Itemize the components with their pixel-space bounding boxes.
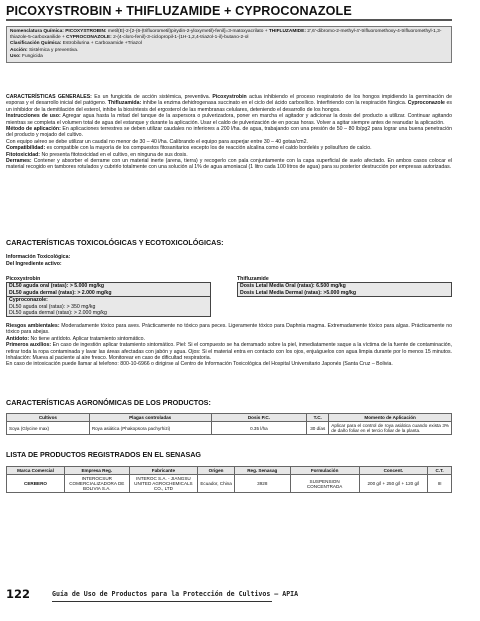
picoxystrobin-oral: DL50 aguda oral (ratas): > 5.000 mg/kg xyxy=(9,283,104,290)
picoxystrobin-dermal: DL50 aguda dermal (ratas): > 2.000 mg/kg xyxy=(9,289,112,296)
dosis-cell: 0.35 l/ha xyxy=(211,422,307,435)
reg-senasag-cell: 3928 xyxy=(234,475,290,493)
chemical-info-box xyxy=(6,26,452,63)
col-plagas: Plagas controladas xyxy=(89,414,211,422)
cyproconazole-tox-heading: Cyproconazole: xyxy=(9,297,48,304)
cyproconazole-oral: DL50 aguda oral (ratas): > 350 mg/kg xyxy=(9,303,96,310)
cyproconazole-text: es un inhibidor de la demitilación del esterol, inhibe la biosíntesis del ergosterol de las membranas celulares, deteniendo el desarrollo de los hongos. xyxy=(6,100,452,113)
general-text: Es un fungicida de acción sistémica, preventiva. xyxy=(94,94,211,100)
general-characteristics xyxy=(6,94,452,171)
picoxystrobin-label: PICOXYSTROBIN: xyxy=(65,29,107,34)
formulacion-cell: SUSPENSION CONCENTRADA xyxy=(290,475,359,493)
marca-cell: CERBERO xyxy=(7,475,65,493)
uso-value: Fungicida xyxy=(22,53,43,59)
footer-divider xyxy=(52,601,272,602)
agronomic-header-row xyxy=(7,414,452,422)
uso-label: Uso: xyxy=(10,53,21,59)
thifluzamide-label: THIFLUZAMIDE: xyxy=(268,29,306,34)
antidote-label: Antídoto: xyxy=(6,335,30,342)
instructions-text: Agregar agua hasta la mitad del tanque de la aspersora o pulverizadora, poner en marcha el agitador y adicionar la dosis del producto a utilizar. Continuar agitando mientras se completa el volumen total de agua del estanque y durante la aplicación. Usar el caldo de pulverización de en pocas horas. Volver a agitar siempre antes de reanudar la aplicación. xyxy=(6,113,452,126)
first-aid-text: En caso de ingestión aplicar tratamiento sintomático. Piel: Si el compuesto se ha derramado sobre la piel, inmediatamente saque a la víctima de la fuente de contaminación, retirar toda la ropa contaminada y lavar las áreas afectadas con jabón y agua. Ojos: Si el material entra en contacto con los ojos, enjuáguelos con agua limpia durante por lo menos 15 minutos. Inhalación: Mueva al paciente al aire fresco. Monitorear en caso de dificultad respiratoria. xyxy=(6,342,452,362)
accion-value: Sistémica y preventiva. xyxy=(28,47,79,53)
col-marca: Marca Comercial xyxy=(7,467,65,475)
title-divider xyxy=(6,19,452,21)
antidote-text: No tiene antídoto. Aplicar tratamiento sintomático. xyxy=(30,335,145,342)
thifluzamide-dermal: Dosis Letal Media Dermal (ratas): >5.000 mg/kg xyxy=(240,289,357,296)
compatibility-label: Compatibilidad: xyxy=(6,145,46,152)
table-row xyxy=(7,422,452,435)
col-ct: C.T. xyxy=(428,467,452,475)
first-aid-label: Primeros auxilios: xyxy=(6,342,52,349)
picoxystrobin-tox-box xyxy=(6,282,211,297)
registered-products-table xyxy=(6,466,452,493)
footer-title: Guía de Uso de Productos para la Protección de Cultivos – APIA xyxy=(52,590,299,598)
ct-cell: III xyxy=(428,475,452,493)
instructions-label: Instrucciones de uso: xyxy=(6,113,61,120)
tox-info-label: Información Toxicológica: xyxy=(6,254,71,260)
tox-right-column xyxy=(237,276,452,297)
col-concent: Concent. xyxy=(359,467,428,475)
phytotoxicity-label: Fitotoxicidad: xyxy=(6,151,41,158)
agronomic-table xyxy=(6,413,452,435)
momento-cell: Aplicar para el control de roya asiática cuando exista 3% de daño foliar en el tercio foliar de la planta. xyxy=(329,422,452,435)
method-aerial-text: Con equipo aéreo se debe utilizar un caudal no menor de 30 – 40 l/ha. Calibrando el equipo para asperjar entre 30 – 40 gotas/cm2. xyxy=(6,138,308,145)
thifluzamide-nomenclature: 2',6'-dibromo-2-methyl-4'-trifluoromethoxy-4-trifluoromethyl-1,3-thiazole-5-carboxanilide + xyxy=(10,29,442,41)
picoxystrobin-text: actua inhibiendo el proceso respiratorio de los hongos impidiendo la germinación de esporas y el desarrollo inicial del patógeno. xyxy=(6,94,453,107)
accion-label: Acción: xyxy=(10,47,28,53)
empresa-cell: INTEROCSUR COMERCIALIZADORA DE BOLIVIA S.A. xyxy=(65,475,129,493)
col-momento: Momento de Aplicación xyxy=(329,414,452,422)
risks-label: Riesgos ambientales: xyxy=(6,323,60,329)
concent-cell: 200 g/l + 250 g/l + 120 g/l xyxy=(359,475,428,493)
registro-section-title: LISTA DE PRODUCTOS REGISTRADOS EN EL SENASAG xyxy=(6,450,202,459)
active-ingredient-label: Del Ingrediente activo: xyxy=(6,260,62,267)
thifluzamida-term: Thifluzamida: xyxy=(107,100,142,107)
spills-label: Derrames: xyxy=(6,158,32,165)
cultivo-cell: Soya (Glycine max) xyxy=(7,422,90,435)
cyproconazole-label: CYPROCONAZOLE: xyxy=(66,35,112,41)
phytotoxicity-text: No presenta fitotoxicidad en el cultivo, en ninguna de sus dosis. xyxy=(41,151,188,158)
col-origen: Origen xyxy=(198,467,235,475)
tox-info-heading xyxy=(6,254,70,267)
cyproconazole-tox-box xyxy=(6,297,211,317)
tox-section-title: CARACTERÍSTICAS TOXICOLÓGICAS Y ECOTOXICOLÓGICAS: xyxy=(6,238,224,247)
spills-text: Contener y absorber el derrame con un material inerte (arena, tierra) y recogerlo con pala conjuntamente con la capa superficial de suelo afectado. En ambos casos colocar el material recogido en tambores rotulados y cubrirlo totalmente con una solución al 1% de agua amoniacal (1 litro cada 100 litros de agua) para su posterior destrucción por empresas autorizadas. xyxy=(6,158,452,171)
plaga-cell: Roya asiática (Phakopsora pachyrhizi) xyxy=(89,422,211,435)
clasificacion-value: Estrobilurina + Carboxamide +Triazol xyxy=(62,41,142,47)
nomenclatura-label: Nomenclatura Química: xyxy=(10,29,64,34)
col-dosis: Dosis P.C. xyxy=(211,414,307,422)
compatibility-text: es compatible con la mayoría de los compuestos fitosanitarios excepto los de reacción alcalina como el caldo bordelés y polisulfuro de calcio. xyxy=(46,145,372,152)
method-label: Método de aplicación: xyxy=(6,126,61,133)
tox-left-column xyxy=(6,276,211,317)
col-reg-senasag: Reg. Senasag xyxy=(234,467,290,475)
page-number: 122 xyxy=(6,587,31,601)
picoxystrobin-nomenclature: metil(E)-2-[2-(6-(trifluorometil)pirydin-2-yloxymetil)-fenil]=3-matoxyacrilato + xyxy=(107,29,268,34)
col-formulacion: Formulación xyxy=(290,467,359,475)
col-cultivos: Cultivos xyxy=(7,414,90,422)
col-tc: T.C. xyxy=(307,414,329,422)
cyproconazole-term: Cyproconazole xyxy=(407,100,445,107)
thifluzamida-text: inhibe la enzima dehidrogenasa succinato en el ciclo del ácido carboxílico. Interfiriendo con la respiración fúngica. xyxy=(142,100,407,107)
clasificacion-label: Clasificación Química: xyxy=(10,41,62,47)
registro-header-row xyxy=(7,467,452,475)
page-title: PICOXYSTROBIN + THIFLUZAMIDE + CYPROCONAZOLE xyxy=(6,4,352,18)
tc-cell: 30 días xyxy=(307,422,329,435)
fabricante-cell: INTEROC S.A. - JIANGSU UNITED AGROCHEMICALS CO., LTD xyxy=(129,475,198,493)
environmental-risks xyxy=(6,323,452,368)
nomenclatura-line xyxy=(10,29,448,41)
method-text: En aplicaciones terrestres se deben utilizar caudales no inferiores a 200 l/ha. de agua, trabajando con una presión de 50 – 80 lb/pg2 para lograr una buena penetración del producto y mojado del cultivo. xyxy=(6,126,452,139)
thifluzamide-tox-box xyxy=(237,282,452,297)
col-empresa: Empresa Reg. xyxy=(65,467,129,475)
cyproconazole-dermal: DL50 aguda dermal (ratas): > 2.000 mg/kg xyxy=(9,310,107,317)
col-fabricante: Fabricante xyxy=(129,467,198,475)
agro-section-title: CARACTERÍSTICAS AGRONÓMICAS DE LOS PRODUCTOS: xyxy=(6,398,211,407)
picoxystrobin-tox-heading: Picoxystrobin xyxy=(6,276,41,282)
table-row xyxy=(7,475,452,493)
picoxystrobin-term: Picoxystrobin xyxy=(212,94,247,100)
origen-cell: Ecuador, China xyxy=(198,475,235,493)
risks-text: Moderadamente tóxico para aves. Prácticamente no tóxico para peces. Ligeramente tóxico para Daphnia magma. Extremadamente tóxico para algas. Prácticamente no tóxico para abejas. xyxy=(6,323,452,336)
cyproconazole-nomenclature: 2-(4-cloro-fenil)-3-ciclopropil-1-(1H-1,2,4-triazol-1-il)-butano-2-ol xyxy=(113,35,249,41)
thifluzamide-tox-heading: Thifluzamide xyxy=(237,276,269,282)
uso-line xyxy=(10,54,448,60)
thifluzamide-oral: Dosis Letal Media Oral (ratas): 6.500 mg/kg xyxy=(240,283,346,290)
poisoning-contact-text: En caso de intoxicación puede llamar al telefono: 800-10-6966 o dirigirse al Centro de Información Toxicológica del Hospital Universitario Japonés (Santa Cruz – Bolivia. xyxy=(6,361,393,368)
general-label: CARACTERÍSTICAS GENERALES: xyxy=(6,94,92,100)
